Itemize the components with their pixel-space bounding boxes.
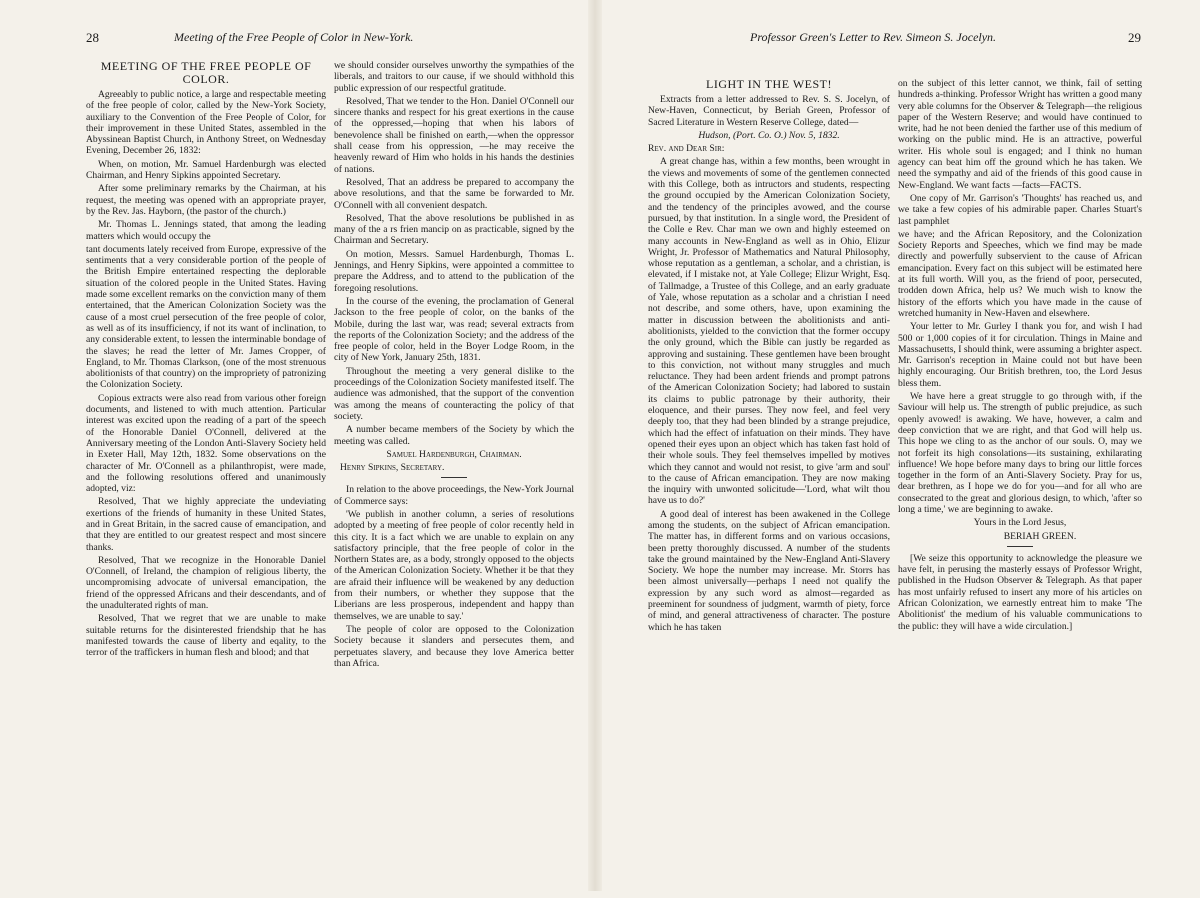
divider bbox=[1007, 546, 1033, 547]
paragraph: on the subject of this letter cannot, we think, fail of setting hundreds a-thinking. Professor Wright has written a good many very able columns for the Observer & Telegraph—the religious paper of the Western Reserve; and would have continued to write, had he not been denied the farther use of this medium of working on the public mind. He is an attractive, powerful writer. His whole soul is engaged; and I think no human agency can beat him off the ground which he has taken. We need the sympathy and aid of the friends of this good cause in New-England. We want facts —facts—FACTS. bbox=[898, 78, 1142, 191]
signature: BERIAH GREEN. bbox=[1003, 530, 1077, 542]
paragraph: Extracts from a letter addressed to Rev. S. S. Jocelyn, of New-Haven, Connecticut, by Beriah Green, Professor of Sacred Literature in Western Reserve College, dated— bbox=[648, 94, 890, 128]
dateline: Hudson, (Port. Co. O.) Nov. 5, 1832. bbox=[698, 129, 840, 141]
paragraph: In relation to the above proceedings, the New-York Journal of Commerce says: bbox=[334, 484, 574, 507]
paragraph: Your letter to Mr. Gurley I thank you for, and wish I had 500 or 1,000 copies of it for circulation. Things in Maine and Massachusetts, I should think, were assuming a brighter aspect. Mr. Garrison's reception in Maine could not but have been highly encouraging. Our British brethren, too, the Lord Jesus bless them. bbox=[898, 321, 1142, 389]
article-title: MEETING OF THE FREE PEOPLE OF COLOR. bbox=[100, 60, 312, 86]
paragraph: The people of color are opposed to the Colonization Society because it slanders and persecutes them, and perpetuates slavery, and because they love America better than Africa. bbox=[334, 623, 574, 669]
resolution: Resolved, That we regret that we are unable to make suitable returns for the disinterested friendship that he has manifested towards the cause of liberty and eqality, to the terror of the traffickers in human flesh and blood; and that bbox=[86, 613, 326, 659]
editorial-note: [We seize this opportunity to acknowledge the pleasure we have felt, in perusing the masterly essays of Professor Wright, published in the Hudson Observer & Telegraph. As that paper has most unfairly refused to insert any more of his articles on African Colonization, we earnestly entreat him to make 'The Abolitionist' the medium of his valuable communications to the public: they will have a wide circulation.] bbox=[898, 552, 1142, 632]
left-column-2 bbox=[334, 60, 574, 880]
resolution: Resolved, That we recognize in the Honorable Daniel O'Connell, of Ireland, the champion of religious liberty, the uncompromising advocate of universal emancipation, the friend of the oppressed Africans and their descendants, and of the unadulterated rights of man. bbox=[86, 554, 326, 612]
paragraph: A great change has, within a few months, been wrought in the views and movements of some of the gentlemen connected with this College, both as intructors and students, respecting the ground occupied by the American Colonization Society, and the tendency of the principles avowed, and the course pursued, by that institution. In a single word, the President of the Colle e Rev. Char man we own and highly esteemed on many accounts in New-England as well as in Ohio, Elizur Wright, Jr. Professor of Mathematics and Natural Philosophy, whose reputation as a gentleman, a scholar, and a christian, is elevated, if I mistake not, at Yale College; Elizur Wright, Esq. of Tallmadge, a Trustee of this College, and an early graduate of Yale, whose reputation as a scholar and a christian I need not describe, and some others, have, upon examining the matter in discussion between the abolitionists and anti-abolitionists, yielded to the conviction that the former occupy the only ground, which the Bible can justly be regarded as approving and sustaining. These gentlemen have been brought to this conviction, not without many struggles and much reluctance. They had been ardent friends and prompt patrons of the American Colonization Society; had labored to sustain its claims to public patronage by their authority, their eloquence, and their purses. They now feel, and feel very deeply too, that they had been blinded by a strange prejudice, which had the effect of infatuation on their minds. They have opened their eyes upon an object which has taken fast hold of their whole souls. They feel themselves impelled by motives which they cannot and would not resist, to give 'arm and soul' to the cause of African emancipation. They are now making the inquiry with unwonted solicitude—'Lord, what wilt thou have us to do?' bbox=[648, 156, 890, 507]
resolution: Resolved, That an address be prepared to accompany the above resolutions, and that the same be forwarded to Mr. O'Connell with all convenient despatch. bbox=[334, 176, 574, 211]
resolution: Resolved, That we highly appreciate the undeviating exertions of the friends of humanity in these United States, and in Great Britain, in the sacred cause of emancipation, and that they are entitled to our greatest respect and most sincere thanks. bbox=[86, 496, 326, 553]
resolution: Resolved, That the above resolutions be published in as many of the a rs frien mancip on as practicable, signed by the Chairman and Secretary. bbox=[334, 212, 574, 247]
paragraph: Agreeably to public notice, a large and respectable meeting of the free people of color, called by the New-York Society, auxiliary to the Convention of the Free People of Color, for their improvement in these United States, assembled in the Abyssinean Baptist Church, in Anthony Street, on Wednesday Evening, December 26, 1832: bbox=[86, 89, 326, 157]
right-column-1 bbox=[648, 78, 890, 898]
paragraph: we have; and the African Repository, and the Colonization Society Reports and Speeches, which we find may be made directly and powerfully subservient to the cause of African emancipation. Every fact on this subject will be estimated here at its full worth. Will you, as the friend of poor, persecuted, trodden down Africa, help us? We much wish to know the history of the efforts which you have made in the cause of wretched humanity in New-Haven and elsewhere. bbox=[898, 228, 1142, 319]
paragraph: Throughout the meeting a very general dislike to the proceedings of the Colonization Society manifested itself. The audience was admonished, that the support of the convention was among the means of counteracting the policy of that society. bbox=[334, 365, 574, 422]
running-head: Meeting of the Free People of Color in New-York. bbox=[174, 30, 414, 44]
paragraph: When, on motion, Mr. Samuel Hardenburgh was elected Chairman, and Henry Sipkins appointed Secretary. bbox=[86, 158, 326, 182]
quotation: 'We publish in another column, a series of resolutions adopted by a meeting of free people of color recently held in this city. It is a fact which we are unable to explain on any satisfactory principle, that the free people of color in the Northern States are, as a body, strongly opposed to the objects of the American Colonization Society. Whether it be that they are afraid their influence will be weakened by any deduction from their numbers, or whether they suppose that the Liberians are less prosperous, independent and happy than themselves, we are unable to say.' bbox=[334, 508, 574, 622]
paragraph: One copy of Mr. Garrison's 'Thoughts' has reached us, and we take a few copies of his admirable paper. Charles Stuart's last pamphlet bbox=[898, 192, 1142, 227]
page-number: 28 bbox=[86, 30, 99, 45]
salutation: Rev. and Dear Sir: bbox=[648, 143, 725, 155]
paragraph: Copious extracts were also read from various other foreign documents, and listened to with much attention. Particular interest was excited upon the reading of a part of the speech of the Honorable Daniel O'Connell, delivered at the Anniversary meeting of the London Anti-Slavery Society held in Exeter Hall, May 12th, 1832. Some observations on the character of Mr. O'Connell as a philanthropist, were made, and the following resolutions offered and unanimously adopted, viz: bbox=[86, 392, 326, 495]
left-column-1 bbox=[86, 60, 326, 880]
paragraph: we should consider ourselves unworthy the sympathies of the liberals, and traitors to our cause, if we should withhold this public expression of our respectful gratitude. bbox=[334, 60, 574, 94]
paragraph: On motion, Messrs. Samuel Hardenburgh, Thomas L. Jennings, and Henry Sipkins, were appointed a committee to prepare the Address, and to attend to the publication of the foregoing resolutions. bbox=[334, 248, 574, 294]
paragraph: We have here a great struggle to go through with, if the Saviour will help us. The strength of public prejudice, as such openly avowed! is awaking. We have, however, a calm and deep conviction that we are right, and that God will help us. This hope we cling to as the anchor of our souls. O, may we not forfeit its high consolations—its sustaining, exhilarating influence! We hope before many days to bring our little forces together in the form of an Anti-Slavery Society. Pray for us, dear brethren, as I hope we do for you—and for all who are consecrated to the great and glorious design, to which, 'after so long a time,' we are beginning to awake. bbox=[898, 391, 1142, 515]
paragraph: In the course of the evening, the proclamation of General Jackson to the free people of color, on the banks of the Mobile, during the last war, was read; several extracts from the reports of the Colonization Society; and the address of the free people of color, held in the Boyer Lodge Room, in the city of New York, January 25th, 1831. bbox=[334, 295, 574, 364]
right-column-2 bbox=[898, 78, 1142, 898]
page-number: 29 bbox=[1128, 30, 1141, 45]
paragraph: A good deal of interest has been awakened in the College among the students, on the subject of African emancipation. The matter has, in different forms and on various occasions, been pretty thoroughly discussed. A number of the students take the ground maintained by the New-England Anti-Slavery Society. We hope the number may increase. Mr. Storrs has been almost universally—perhaps I need not qualify the expression by any such word as almost—regarded as preeminent for soundness of judgment, warmth of piety, force of mind, and general attractiveness of character. The posture which he has taken bbox=[648, 508, 890, 633]
signature-secretary: Henry Sipkins, Secretary. bbox=[340, 462, 445, 474]
paragraph: Mr. Thomas L. Jennings stated, that among the leading matters which would occupy the bbox=[86, 219, 326, 242]
paragraph: After some preliminary remarks by the Chairman, at his request, the meeting was opened with an appropriate prayer, by the Rev. Jas. Hayborn, (the pastor of the church.) bbox=[86, 183, 326, 217]
signature-chairman: Samuel Hardenburgh, Chairman. bbox=[386, 448, 522, 460]
divider bbox=[441, 477, 467, 478]
right-page bbox=[600, 0, 1200, 891]
running-head: Professor Green's Letter to Rev. Simeon S. Jocelyn. bbox=[750, 30, 997, 44]
left-page bbox=[0, 0, 590, 891]
paragraph: A number became members of the Society by which the meeting was called. bbox=[334, 424, 574, 447]
resolution: Resolved, That we tender to the Hon. Daniel O'Connell our sincere thanks and respect for his great exertions in the cause of the oppressed,—hoping that when his labors of benevolence shall be finished on earth,—when the oppressor shall cease from his oppression, —he may receive the heavenly reward of Him who holds in his hands the destinies of nations. bbox=[334, 95, 574, 175]
article-title: LIGHT IN THE WEST! bbox=[706, 78, 832, 91]
closing: Yours in the Lord Jesus, bbox=[973, 517, 1067, 529]
paragraph: tant documents lately received from Europe, expressive of the sentiments that a very considerable portion of the people of the British Empire entertained respecting the deplorable situation of the colored people in the United States. Having made some excellent remarks on the conviction many of them entertained, that the American Colonization Society was the cause of a most cruel persecution of the free people of color, as well as of its insufficiency, if not its want of inclination, to any considerable extent, to lessen the interminable bondage of the slaves; he read the letter of Mr. James Cropper, of England, to Mr. Thomas Clarkson, (one of the most strenuous abolitionists of that country) on the impropriety of patronizing the Colonization Society. bbox=[86, 243, 326, 391]
